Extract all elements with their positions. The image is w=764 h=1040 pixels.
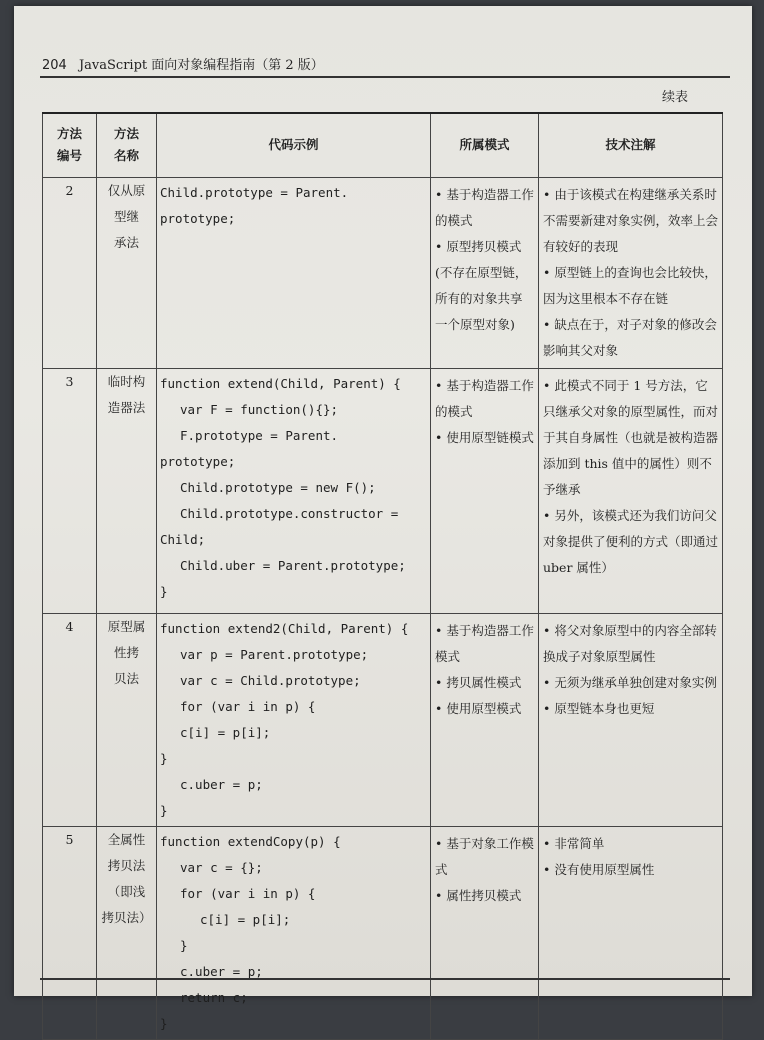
table-body: [43, 177, 723, 1039]
pattern-cell: [431, 368, 539, 613]
method-name-cell: 仅从原 型继 承法: [97, 177, 157, 368]
note-item: • 非常简单: [543, 831, 718, 857]
pattern-cell: [431, 177, 539, 368]
note-item: • 将父对象原型中的内容全部转换成子对象原型属性: [543, 618, 718, 670]
pattern-item: • 基于构造器工作的模式: [435, 373, 534, 425]
code-line: c[i] = p[i];: [180, 724, 271, 740]
code-line: }: [180, 937, 188, 953]
code-line: prototype;: [160, 453, 236, 469]
method-name-cell: 原型属 性拷 贝法: [97, 613, 157, 826]
code-line: F.prototype = Parent.: [180, 427, 339, 443]
code-line: function extendCopy(p) {: [160, 833, 341, 849]
code-example-cell: [157, 177, 431, 368]
page-number: 204: [42, 58, 67, 73]
pattern-item: • 拷贝属性模式: [435, 670, 534, 696]
code-line: function extend(Child, Parent) {: [160, 375, 401, 391]
header-notes: 技术注解: [539, 113, 723, 177]
method-number-cell: 3: [43, 368, 97, 613]
header-pattern: 所属模式: [431, 113, 539, 177]
method-number-cell: 5: [43, 826, 97, 1039]
header-rule: [40, 76, 730, 78]
header-method-number: 方法 编号: [43, 113, 97, 177]
note-item: • 缺点在于，对子对象的修改会影响其父对象: [543, 312, 718, 364]
continued-label: 续表: [661, 90, 688, 105]
method-name-cell: 临时构 造器法: [97, 368, 157, 613]
table-row: [43, 613, 723, 826]
code-line: Child;: [160, 531, 206, 547]
note-item: • 原型链上的查询也会比较快，因为这里根本不存在链: [543, 260, 718, 312]
pattern-item: • 基于构造器工作的模式: [435, 182, 534, 234]
code-example-cell: [157, 368, 431, 613]
code-line: c[i] = p[i];: [200, 911, 291, 927]
table-row: [43, 368, 723, 613]
code-line: Child.prototype = Parent.: [160, 184, 349, 200]
running-head: [42, 54, 324, 73]
code-line: }: [160, 802, 168, 818]
code-line: Child.prototype = new F();: [180, 479, 376, 495]
code-line: var F = function(){};: [180, 401, 339, 417]
code-line: for (var i in p) {: [180, 698, 316, 714]
code-example-cell: [157, 613, 431, 826]
notes-cell: [539, 177, 723, 368]
notes-cell: [539, 613, 723, 826]
book-title: JavaScript 面向对象编程指南（第 2 版）: [78, 58, 324, 73]
method-number-cell: 2: [43, 177, 97, 368]
table-header-row: [43, 113, 723, 177]
pattern-item: • 使用原型链模式: [435, 425, 534, 451]
table-row: [43, 177, 723, 368]
method-number-cell: 4: [43, 613, 97, 826]
note-item: • 没有使用原型属性: [543, 857, 718, 883]
code-line: c.uber = p;: [180, 776, 263, 792]
inheritance-methods-table: [42, 112, 723, 1040]
pattern-item: • 基于构造器工作模式: [435, 618, 534, 670]
pattern-cell: [431, 826, 539, 1039]
code-line: }: [160, 750, 168, 766]
code-line: Child.prototype.constructor =: [180, 505, 399, 521]
code-line: for (var i in p) {: [180, 885, 316, 901]
note-item: • 由于该模式在构建继承关系时不需要新建对象实例，效率上会有较好的表现: [543, 182, 718, 260]
code-line: var p = Parent.prototype;: [180, 646, 369, 662]
pattern-item: • 基于对象工作模式: [435, 831, 534, 883]
book-page: [14, 6, 752, 1031]
table-bottom-rule: [40, 978, 730, 980]
table-row: [43, 826, 723, 1039]
code-line: function extend2(Child, Parent) {: [160, 620, 409, 636]
code-line: }: [160, 583, 168, 599]
pattern-cell: [431, 613, 539, 826]
code-example-cell: [157, 826, 431, 1039]
code-line: var c = Child.prototype;: [180, 672, 361, 688]
method-name-cell: 全属性 拷贝法 （即浅 拷贝法）: [97, 826, 157, 1039]
pattern-item: • 使用原型模式: [435, 696, 534, 722]
code-line: }: [160, 1015, 168, 1031]
code-line: c.uber = p;: [180, 963, 263, 979]
notes-cell: [539, 368, 723, 613]
code-line: var c = {};: [180, 859, 263, 875]
code-line: Child.uber = Parent.prototype;: [180, 557, 406, 573]
pattern-item: • 原型拷贝模式(不存在原型链，所有的对象共享一个原型对象): [435, 234, 534, 338]
header-code-example: 代码示例: [157, 113, 431, 177]
code-line: return c;: [180, 989, 248, 1005]
note-item: • 另外，该模式还为我们访问父对象提供了便利的方式（即通过 uber 属性）: [543, 503, 718, 581]
notes-cell: [539, 826, 723, 1039]
header-method-name: 方法 名称: [97, 113, 157, 177]
note-item: • 无须为继承单独创建对象实例: [543, 670, 718, 696]
code-line: prototype;: [160, 210, 236, 226]
note-item: • 此模式不同于 1 号方法，它只继承父对象的原型属性，而对于其自身属性（也就是被构造器添加到 this 值中的属性）则不予继承: [543, 373, 718, 503]
note-item: • 原型链本身也更短: [543, 696, 718, 722]
pattern-item: • 属性拷贝模式: [435, 883, 534, 909]
